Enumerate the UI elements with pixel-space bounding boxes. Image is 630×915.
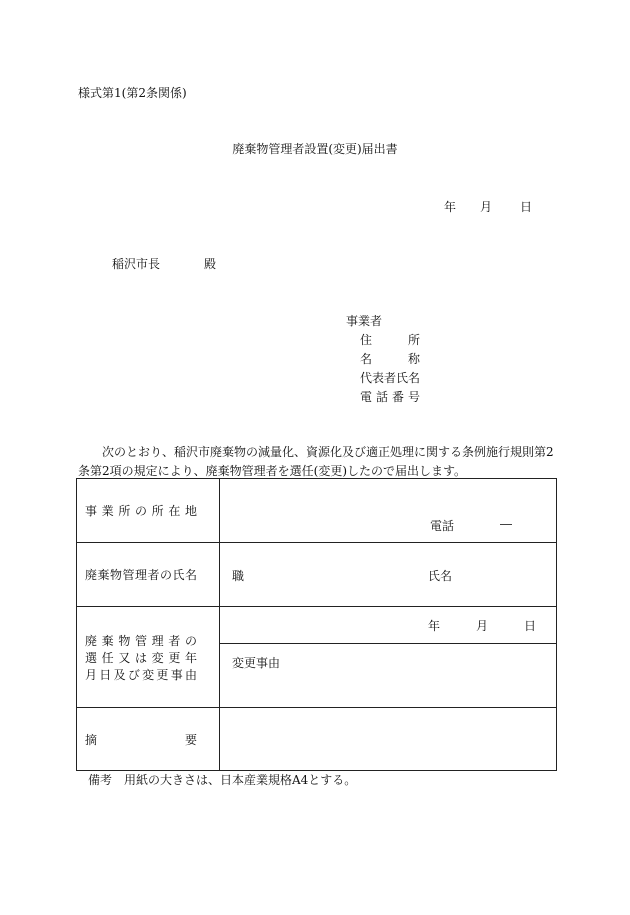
appointment-label-line-2: 選任又は変更年 (85, 650, 197, 665)
phone-dash: ― (500, 517, 512, 531)
date-month: 月 (480, 200, 493, 214)
manager-label: 廃棄物管理者の氏名 (85, 568, 197, 582)
location-field[interactable] (220, 479, 557, 543)
form-number: 様式第1(第2条関係) (78, 86, 187, 100)
appointment-label-line-3: 月日及び変更事由 (85, 667, 197, 682)
intro-text (78, 443, 558, 481)
manager-label-cell (77, 543, 220, 607)
appointment-label-cell (77, 607, 220, 708)
footnote: 備考 用紙の大きさは、日本産業規格A4とする。 (88, 773, 357, 787)
business-representative-label: 代表者氏名 (360, 371, 421, 385)
addressee (112, 255, 216, 272)
remarks-label-first: 摘 (85, 732, 98, 747)
business-name-label: 名 称 (360, 352, 420, 366)
location-label: 事業所の所在地 (85, 504, 197, 518)
business-address-label: 住 所 (360, 333, 420, 347)
remarks-label-cell (77, 708, 220, 771)
appointment-month-label: 月 (476, 619, 489, 633)
date-line (444, 198, 532, 215)
date-year: 年 (444, 200, 457, 214)
business-header: 事業者 (346, 314, 383, 328)
remarks-field[interactable] (220, 708, 557, 771)
appointment-year-label: 年 (428, 619, 441, 633)
change-reason-field[interactable] (220, 644, 557, 708)
manager-title-label: 職 (232, 569, 245, 583)
appointment-label-line-1: 廃棄物管理者の (85, 633, 197, 648)
manager-name-label: 氏名 (428, 569, 453, 583)
business-phone-label: 電 話 番 号 (360, 390, 420, 404)
addressee-name: 稲沢市長 (112, 257, 161, 271)
appointment-date-field[interactable] (220, 607, 557, 644)
remarks-label-second: 要 (184, 732, 197, 747)
date-day: 日 (520, 200, 533, 214)
change-reason-label: 変更事由 (232, 656, 281, 670)
intro-paragraph: 次のとおり、稲沢市廃棄物の減量化、資源化及び適正処理に関する条例施行規則第2条第2項の規定により、廃棄物管理者を選任(変更)したので届出します。 (78, 445, 554, 478)
business-block (346, 312, 420, 407)
addressee-honorific: 殿 (204, 257, 217, 271)
location-label-cell (77, 479, 220, 543)
phone-label: 電話 (430, 519, 455, 533)
document-title: 廃棄物管理者設置(変更)届出書 (232, 142, 398, 156)
appointment-day-label: 日 (524, 619, 537, 633)
manager-field[interactable] (220, 543, 557, 607)
form-table (76, 478, 557, 771)
